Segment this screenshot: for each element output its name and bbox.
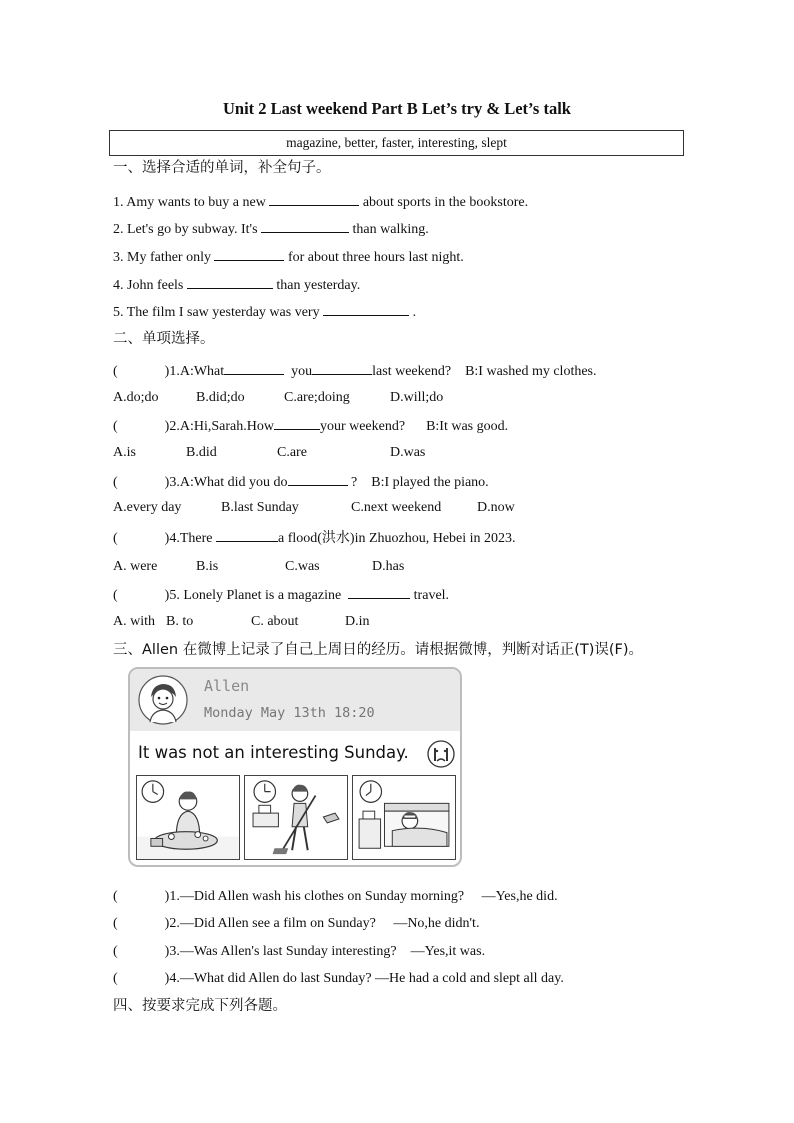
mc-question-3 (113, 472, 489, 492)
fill-item-1-pre: 1. Amy wants to buy a new (113, 195, 266, 210)
tf-item-2-text: )2.—Did Allen see a film on Sunday? (164, 916, 376, 931)
mc-question-4-stem: )4.There (164, 531, 213, 546)
option-a[interactable]: A.every day (113, 500, 182, 515)
tf-item-1 (113, 887, 558, 906)
word-bank: magazine, better, faster, interesting, slept (109, 130, 684, 156)
tf-item-4 (113, 969, 564, 988)
fill-item-1-post: about sports in the bookstore. (362, 195, 529, 210)
answer-slot-2[interactable] (121, 417, 161, 430)
tf-answer-slot-2[interactable] (121, 914, 161, 927)
option-d[interactable]: D.was (390, 445, 426, 460)
answer-slot-1[interactable] (121, 362, 161, 375)
mc-options-1 (113, 389, 513, 407)
answer-slot-3[interactable] (121, 473, 161, 486)
mc-options-3 (113, 499, 533, 517)
answer-paren-open: ( (113, 419, 118, 434)
mc-question-3-stem: )3.A:What did you do (164, 475, 288, 490)
option-a[interactable]: A. with (113, 614, 155, 629)
section3-heading: 三、Allen 在微博上记录了自己上周日的经历。请根据微博，判断对话正(T)误(F)。 (113, 642, 644, 658)
mc-question-5 (113, 585, 449, 605)
fill-item-5-post: . (412, 305, 417, 320)
option-d[interactable]: D.will;do (390, 390, 444, 405)
mc-blank-1b[interactable] (312, 361, 372, 375)
fill-blank-1[interactable] (269, 192, 359, 206)
section2-heading: 二、单项选择。 (113, 331, 215, 347)
option-d[interactable]: D.now (477, 500, 515, 515)
option-a[interactable]: A.do;do (113, 390, 159, 405)
mc-options-5 (113, 613, 513, 631)
boy-avatar-icon (138, 675, 188, 725)
mc-blank-4[interactable] (216, 528, 278, 542)
fill-blank-5[interactable] (323, 302, 409, 316)
mc-question-1-mid: you (291, 364, 313, 379)
fill-item-3-post: for about three hours last night. (287, 250, 464, 265)
answer-paren-open: ( (113, 916, 118, 931)
tf-item-3 (113, 942, 485, 961)
option-c[interactable]: C.are (277, 445, 307, 460)
option-c[interactable]: C.next weekend (351, 500, 442, 515)
tf-item-1-reply: —Yes,he did. (481, 889, 558, 904)
fill-item-3-pre: 3. My father only (113, 250, 211, 265)
mc-question-1-answer: B:I washed my clothes. (465, 364, 597, 379)
fill-item-4-post: than yesterday. (276, 278, 361, 293)
tf-answer-slot-4[interactable] (121, 969, 161, 982)
answer-paren-open: ( (113, 475, 118, 490)
answer-slot-5[interactable] (121, 586, 161, 599)
fill-blank-4[interactable] (187, 275, 273, 289)
mc-question-1-end: last weekend? (372, 364, 452, 379)
mc-question-2 (113, 416, 508, 436)
mc-options-4 (113, 558, 513, 576)
mc-question-4-mid: a flood(洪水)in Zhuozhou, Hebei in 2023. (277, 531, 516, 546)
answer-paren-open: ( (113, 944, 118, 959)
option-b[interactable]: B.is (196, 559, 219, 574)
fill-item-4 (113, 275, 360, 295)
mc-question-5-stem: )5. Lonely Planet is a magazine (164, 588, 342, 603)
tf-item-3-reply: —Yes,it was. (410, 944, 486, 959)
mc-question-1-stem: )1.A:What (164, 364, 225, 379)
weibo-post-message: It was not an interesting Sunday. (138, 743, 409, 762)
answer-paren-open: ( (113, 588, 118, 603)
fill-blank-2[interactable] (261, 219, 349, 233)
answer-slot-4[interactable] (121, 529, 161, 542)
page-title: Unit 2 Last weekend Part B Let’s try & Let’s talk (223, 99, 571, 118)
tf-answer-slot-3[interactable] (121, 942, 161, 955)
mc-question-3-mid: ? (351, 475, 358, 490)
tf-item-4-text: )4.—What did Allen do last Sunday? —He had a cold and slept all day. (164, 971, 564, 986)
option-a[interactable]: A. were (113, 559, 158, 574)
sick-in-bed-picture (352, 775, 456, 860)
mc-blank-5[interactable] (348, 585, 410, 599)
fill-item-2-pre: 2. Let's go by subway. It's (113, 222, 258, 237)
mc-question-2-mid: your weekend? (319, 419, 406, 434)
option-b[interactable]: B. to (166, 614, 194, 629)
option-c[interactable]: C.was (285, 559, 320, 574)
answer-paren-open: ( (113, 531, 118, 546)
option-c[interactable]: C. about (251, 614, 299, 629)
fill-item-5 (113, 302, 416, 322)
option-b[interactable]: B.did;do (196, 390, 245, 405)
mc-question-4 (113, 528, 516, 548)
tf-item-2-reply: —No,he didn't. (393, 916, 480, 931)
option-a[interactable]: A.is (113, 445, 136, 460)
mc-question-3-answer: B:I played the piano. (371, 475, 489, 490)
mopping-floor-picture (244, 775, 348, 860)
mc-blank-2[interactable] (274, 416, 320, 430)
mc-blank-3[interactable] (288, 472, 348, 486)
answer-paren-open: ( (113, 971, 118, 986)
mc-options-2 (113, 444, 513, 462)
answer-paren-open: ( (113, 889, 118, 904)
mc-question-2-answer: B:It was good. (426, 419, 509, 434)
fill-item-2-post: than walking. (352, 222, 429, 237)
fill-item-4-pre: 4. John feels (113, 278, 184, 293)
answer-paren-open: ( (113, 364, 118, 379)
section4-heading: 四、按要求完成下列各题。 (113, 998, 287, 1014)
section1-heading: 一、选择合适的单词，补全句子。 (113, 160, 331, 176)
fill-item-1 (113, 192, 528, 212)
washing-clothes-picture (136, 775, 240, 860)
mc-blank-1a[interactable] (224, 361, 284, 375)
tf-answer-slot-1[interactable] (121, 887, 161, 900)
fill-blank-3[interactable] (214, 247, 284, 261)
option-b[interactable]: B.did (186, 445, 217, 460)
fill-item-5-pre: 5. The film I saw yesterday was very (113, 305, 320, 320)
fill-item-2 (113, 219, 429, 239)
option-b[interactable]: B.last Sunday (221, 500, 299, 515)
mc-question-1 (113, 361, 597, 381)
mc-question-5-mid: travel. (413, 588, 450, 603)
option-d[interactable]: D.has (372, 559, 405, 574)
option-d[interactable]: D.in (345, 614, 370, 629)
mc-question-2-stem: )2.A:Hi,Sarah.How (164, 419, 274, 434)
weibo-post-date: Monday May 13th 18:20 (204, 705, 375, 721)
fill-item-3 (113, 247, 464, 267)
tf-item-1-text: )1.—Did Allen wash his clothes on Sunday morning? (164, 889, 465, 904)
option-c[interactable]: C.are;doing (284, 390, 350, 405)
weibo-post-card (128, 667, 462, 867)
tf-item-3-text: )3.—Was Allen's last Sunday interesting? (164, 944, 397, 959)
tf-item-2 (113, 914, 479, 933)
weibo-username: Allen (204, 677, 250, 695)
sad-face-icon (426, 739, 456, 769)
